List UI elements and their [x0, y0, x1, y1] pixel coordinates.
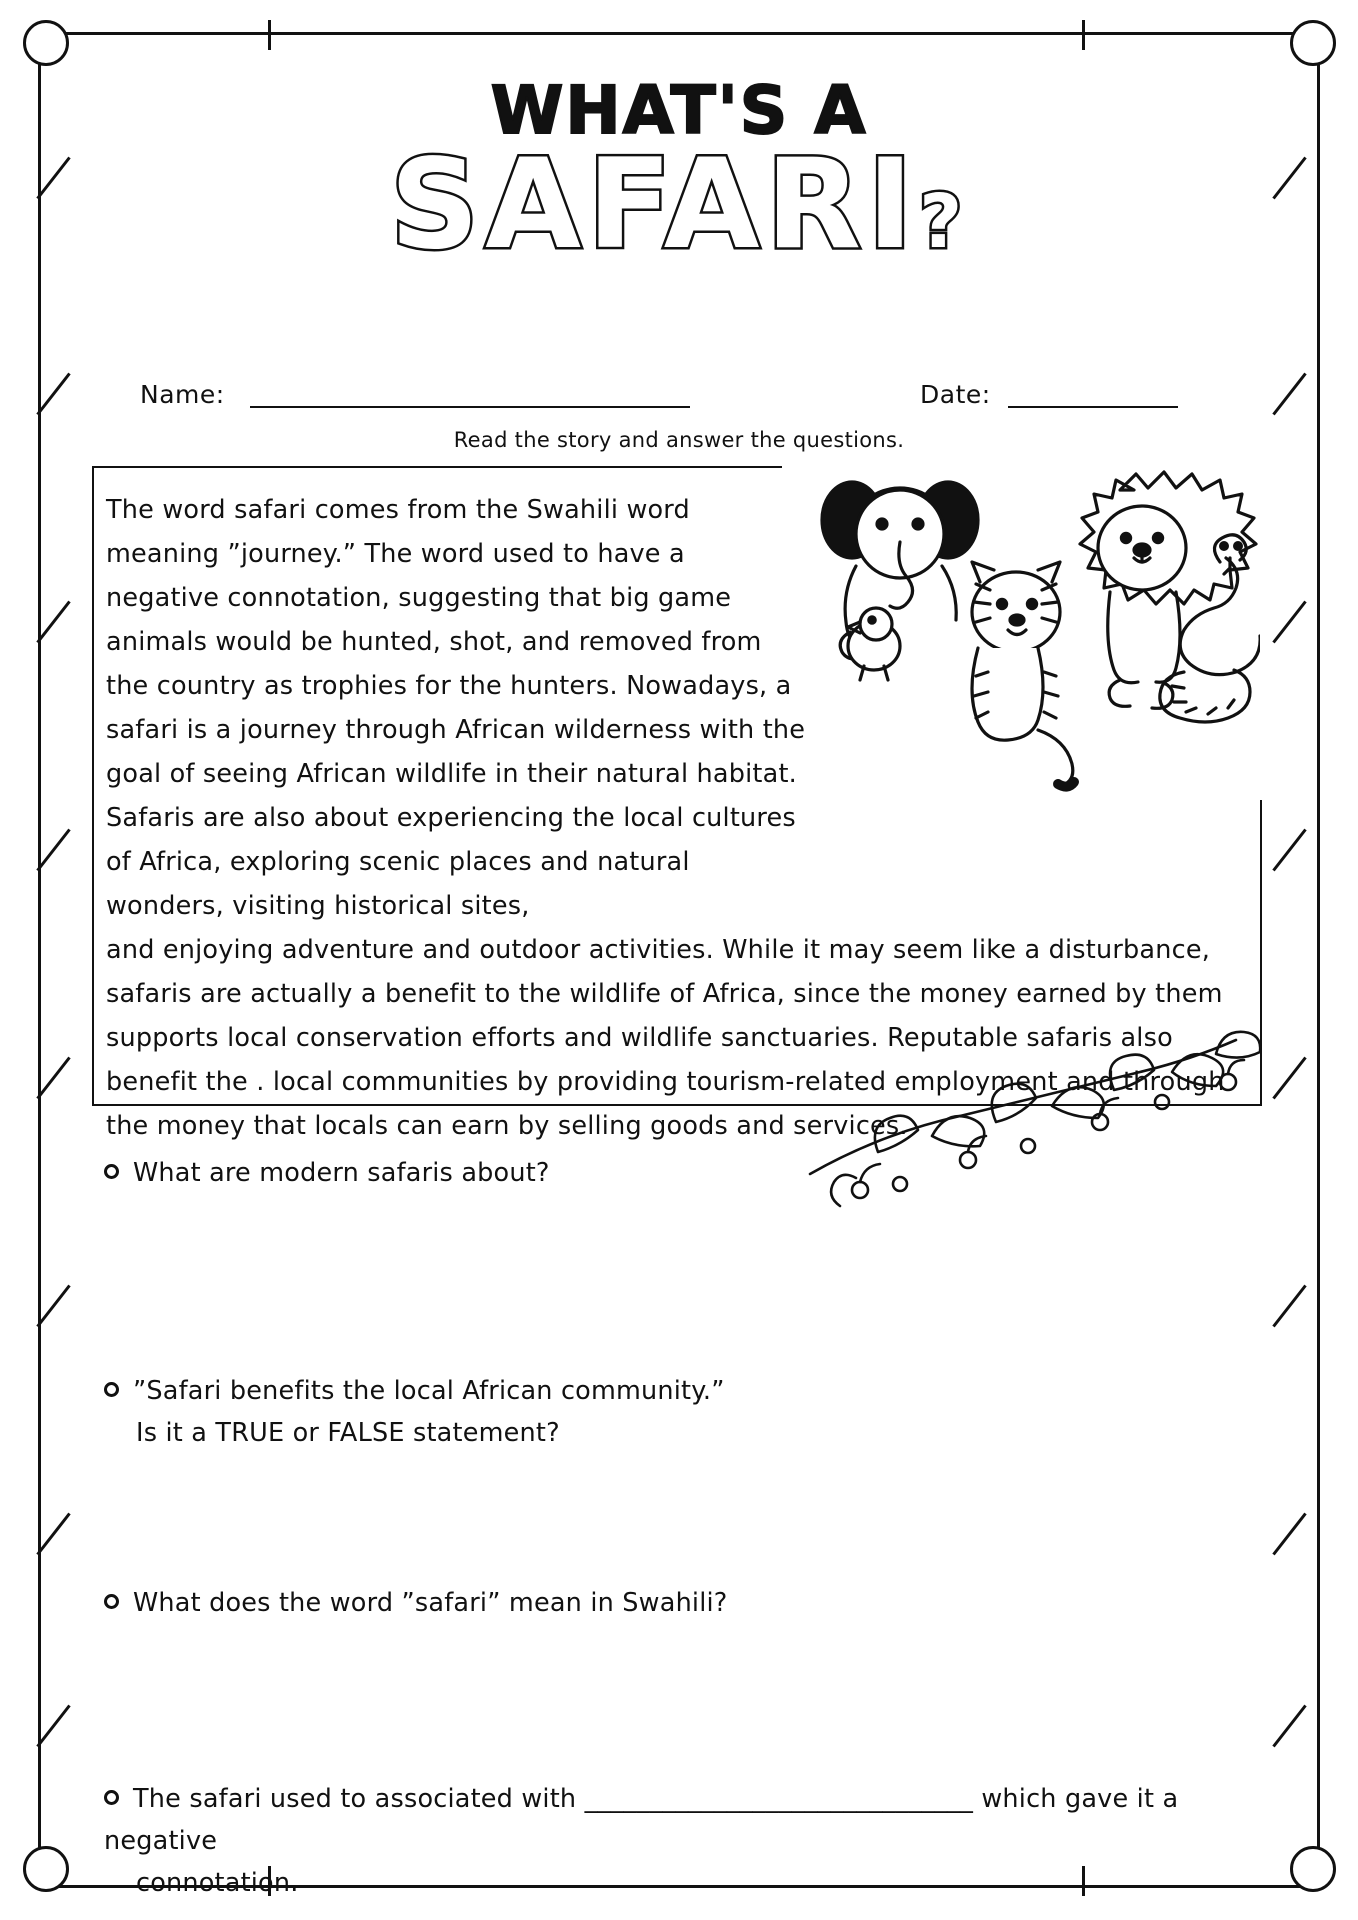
name-date-row: [140, 378, 1238, 412]
date-label: Date:: [920, 380, 991, 409]
story-paragraph-narrow: The word safari comes from the Swahili word meaning ”journey.” The word used to have a negative connotation, suggesting that big game animals would be hunted, shot, and removed from the country as trophies for the hunters. Nowadays, a safari is a journey through African wilderness with the goal of seeing African wildlife in their natural habitat. Safaris are also about experiencing the local cultures of Africa, exploring scenic places and natural wonders, visiting historical sites,: [106, 495, 806, 921]
name-input[interactable]: [250, 378, 690, 408]
question-item: [104, 1152, 1244, 1194]
question-item: [104, 1370, 1244, 1454]
question-text-line2: connotation.: [136, 1868, 299, 1898]
animals-illustration-icon: [790, 462, 1260, 802]
tick-mark-top: [1082, 20, 1085, 50]
title-word-safari: SAFARI: [389, 133, 920, 277]
bullet-circle-icon: [104, 1164, 119, 1179]
corner-circle-top-left: [23, 20, 69, 66]
vine-illustration-icon: [800, 1010, 1270, 1230]
page-title: [0, 72, 1358, 277]
bullet-circle-icon: [104, 1382, 119, 1397]
bullet-circle-icon: [104, 1594, 119, 1609]
question-text: The safari used to associated with ______________________________ which gave it a negative: [104, 1784, 1179, 1856]
question-item: [104, 1778, 1244, 1904]
corner-circle-bottom-left: [23, 1846, 69, 1892]
title-line-1: WHAT'S A: [490, 72, 868, 149]
name-label: Name:: [140, 380, 225, 409]
tick-mark-top: [268, 20, 271, 50]
question-text: What are modern safaris about?: [133, 1158, 550, 1188]
question-text: ”Safari benefits the local African community.”: [133, 1376, 725, 1406]
question-text: What does the word ”safari” mean in Swahili?: [133, 1588, 728, 1618]
question-text-line2: Is it a TRUE or FALSE statement?: [136, 1418, 560, 1448]
question-item: [104, 1582, 1244, 1624]
story-paragraph-wide: and enjoying adventure and outdoor activities. While it may seem like a disturbance, safaris are actually a benefit to the wildlife of Africa, since the money earned by them supports local conservation efforts and wildlife sanctuaries. Reputable safaris also benefit the . local communities by providing tourism-related employment and through the money that locals can earn by selling goods and services.: [106, 935, 1225, 1141]
instruction-text: Read the story and answer the questions.: [453, 428, 905, 452]
bullet-circle-icon: [104, 1790, 119, 1805]
corner-circle-top-right: [1290, 20, 1336, 66]
title-question-mark: ?: [919, 179, 969, 265]
date-input[interactable]: [1008, 378, 1178, 408]
corner-circle-bottom-right: [1290, 1846, 1336, 1892]
title-line-2: [0, 133, 1358, 277]
